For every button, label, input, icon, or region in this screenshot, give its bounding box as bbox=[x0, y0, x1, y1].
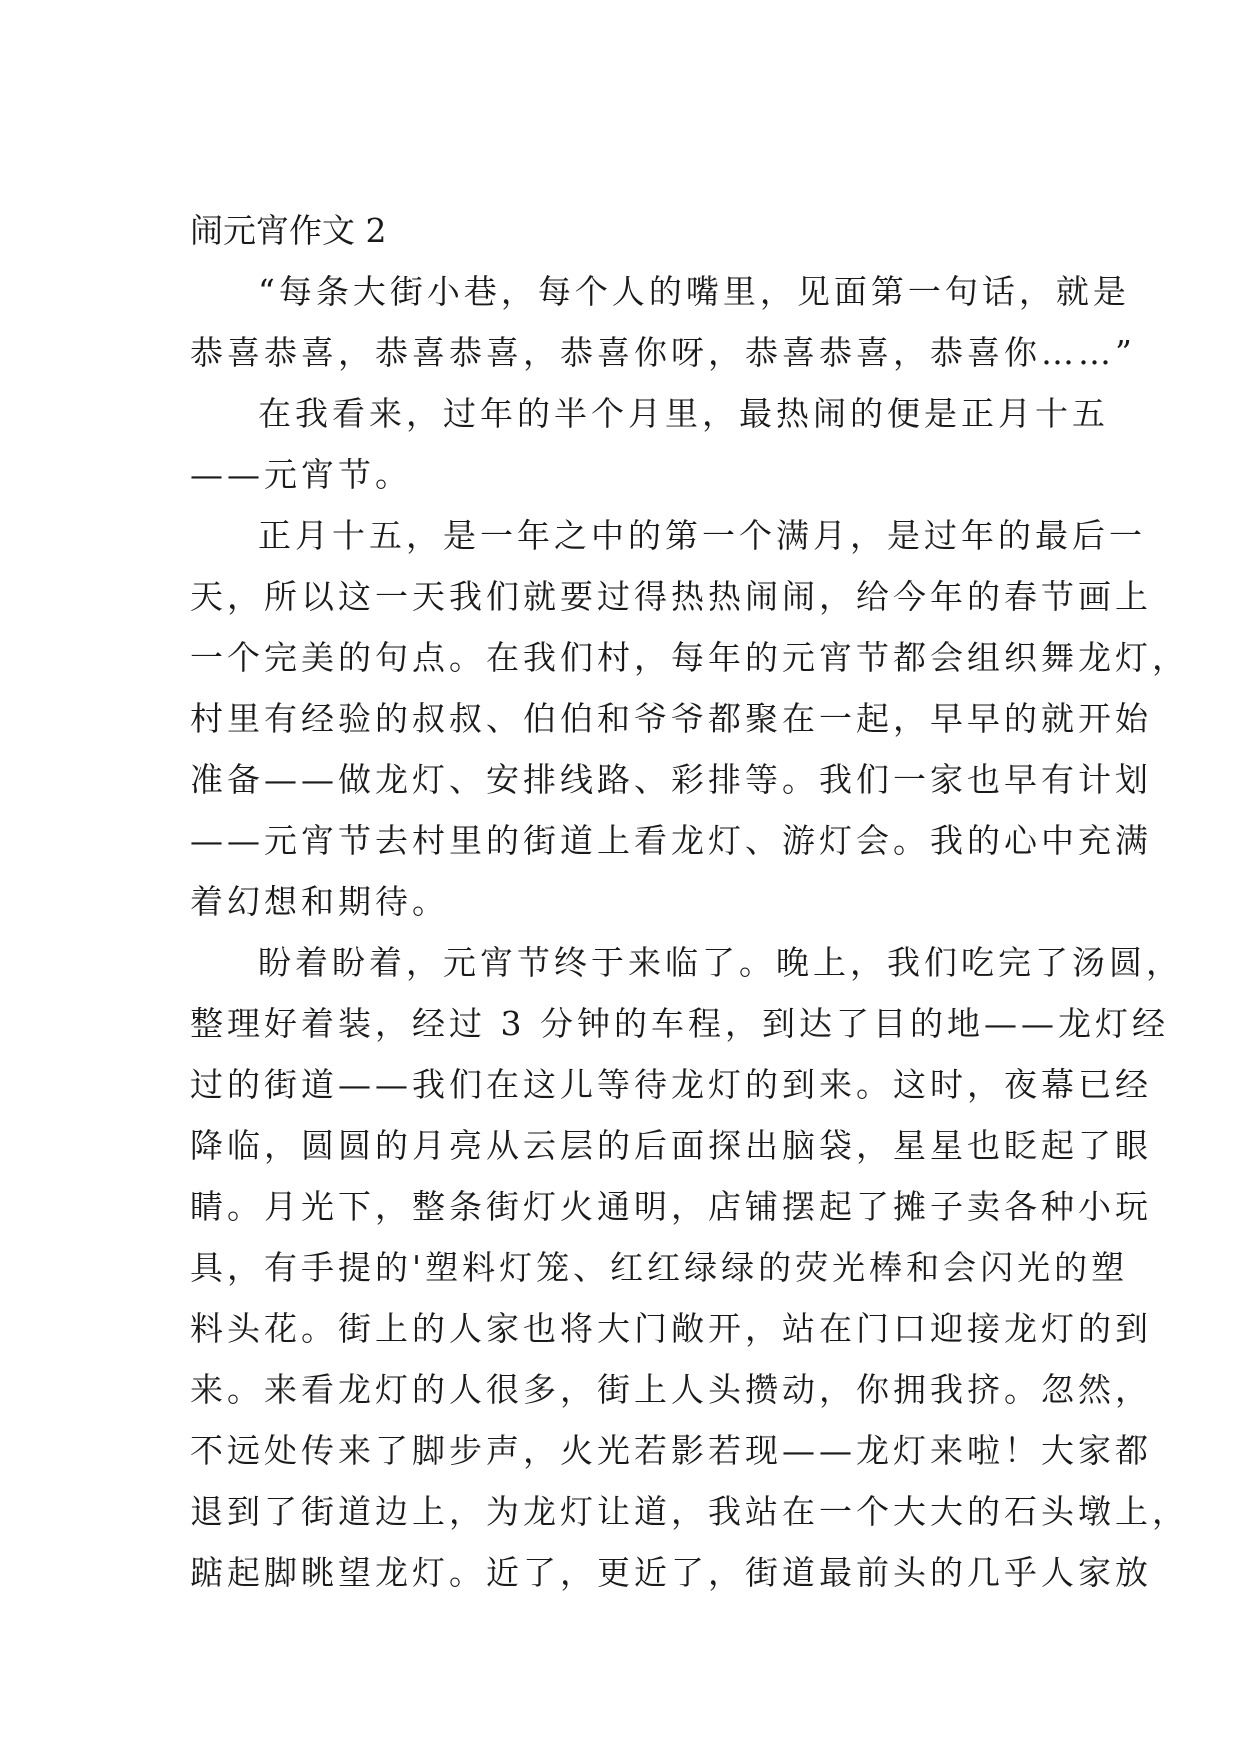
paragraph-line: 天，所以这一天我们就要过得热热闹闹，给今年的春节画上 bbox=[190, 577, 1152, 616]
paragraph bbox=[190, 932, 1189, 1603]
paragraph-line: 来。来看龙灯的人很多，街上人头攒动，你拥我挤。忽然， bbox=[190, 1370, 1152, 1409]
paragraph-line: 正月十五，是一年之中的第一个满月，是过年的最后一 bbox=[258, 516, 1146, 555]
paragraph-line: 准备——做龙灯、安排线路、彩排等。我们一家也早有计划 bbox=[190, 760, 1152, 799]
paragraph bbox=[190, 261, 1136, 383]
paragraph-line: 恭喜恭喜，恭喜恭喜，恭喜你呀，恭喜恭喜，恭喜你……” bbox=[190, 333, 1136, 372]
paragraph-line: 具，有手提的'塑料灯笼、红红绿绿的荧光棒和会闪光的塑 bbox=[190, 1248, 1129, 1287]
document-title: 闹元宵作文 2 bbox=[190, 211, 387, 250]
paragraph-line: 在我看来，过年的半个月里，最热闹的便是正月十五 bbox=[258, 394, 1109, 433]
paragraph-line: 不远处传来了脚步声，火光若影若现——龙灯来啦！大家都 bbox=[190, 1431, 1152, 1470]
paragraph-line: 盼着盼着，元宵节终于来临了。晚上，我们吃完了汤圆， bbox=[258, 943, 1183, 982]
paragraph-line: 村里有经验的叔叔、伯伯和爷爷都聚在一起，早早的就开始 bbox=[190, 699, 1152, 738]
paragraph bbox=[190, 383, 1109, 505]
paragraph-line: 着幻想和期待。 bbox=[190, 882, 449, 921]
paragraph-line: ——元宵节去村里的街道上看龙灯、游灯会。我的心中充满 bbox=[190, 821, 1152, 860]
paragraph-line: “每条大街小巷，每个人的嘴里，见面第一句话，就是 bbox=[258, 272, 1130, 311]
paragraph-line: 踮起脚眺望龙灯。近了，更近了，街道最前头的几乎人家放 bbox=[190, 1553, 1152, 1592]
paragraph-line: 过的街道——我们在这儿等待龙灯的到来。这时，夜幕已经 bbox=[190, 1065, 1152, 1104]
paragraph bbox=[190, 505, 1189, 932]
paragraph-line: ——元宵节。 bbox=[190, 455, 412, 494]
document-body bbox=[190, 200, 1189, 1603]
paragraph-line: 一个完美的句点。在我们村，每年的元宵节都会组织舞龙灯， bbox=[190, 638, 1189, 677]
paragraph-line: 退到了街道边上，为龙灯让道，我站在一个大大的石头墩上， bbox=[190, 1492, 1189, 1531]
paragraph-line: 整理好着装，经过 3 分钟的车程，到达了目的地——龙灯经 bbox=[190, 1004, 1169, 1043]
paragraph-line: 料头花。街上的人家也将大门敞开，站在门口迎接龙灯的到 bbox=[190, 1309, 1152, 1348]
paragraph-line: 降临，圆圆的月亮从云层的后面探出脑袋，星星也眨起了眼 bbox=[190, 1126, 1152, 1165]
paragraph-line: 睛。月光下，整条街灯火通明，店铺摆起了摊子卖各种小玩 bbox=[190, 1187, 1152, 1226]
